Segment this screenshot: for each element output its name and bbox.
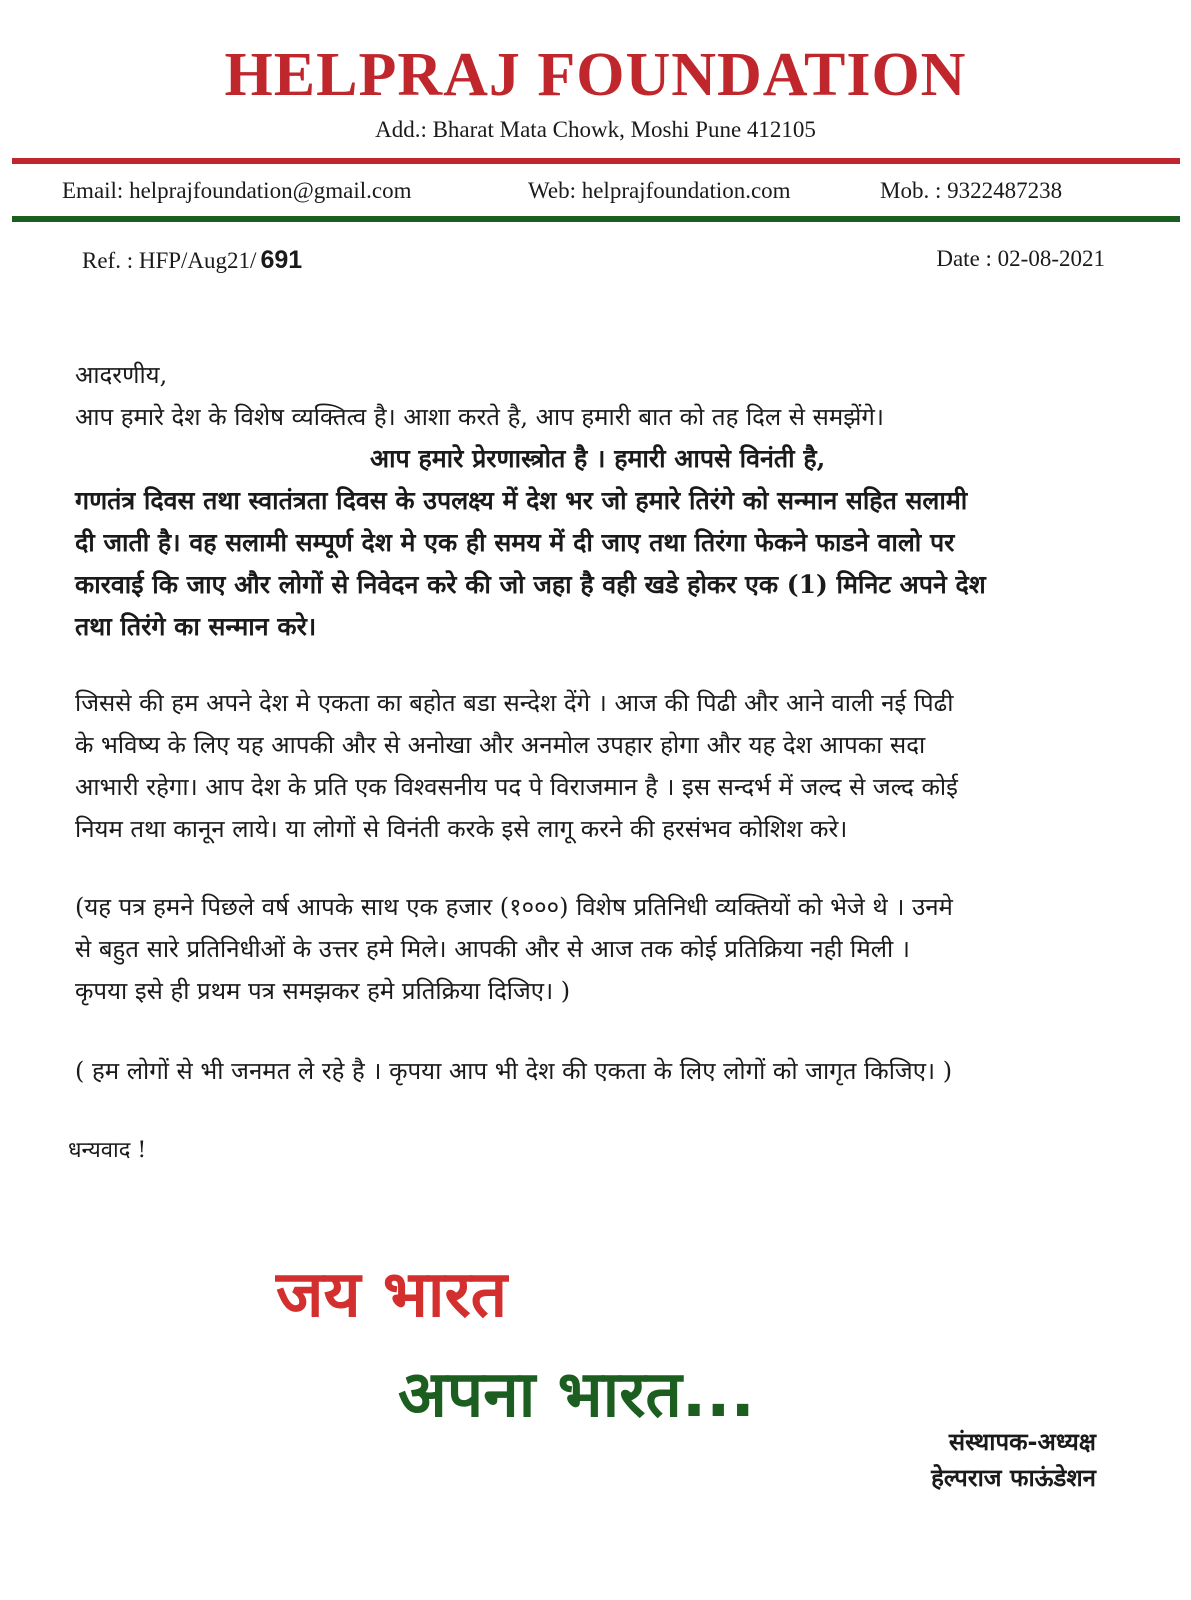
paragraph-line: से बहुत सारे प्रतिनिधीओं के उत्तर हमे मिले। आपकी और से आज तक कोई प्रतिक्रिया नही मिली । [75,935,910,963]
reference-prefix: Ref. : HFP/Aug21/ [82,248,257,273]
highlight-heading: आप हमारे प्रेरणास्त्रोत है । हमारी आपसे विनंती है, [370,444,826,473]
slogan-apna-bharat: अपना भारत... [398,1358,755,1432]
salutation: आदरणीय, [75,361,168,389]
paragraph-line: जिससे की हम अपने देश मे एकता का बहोत बडा सन्देश देंगे । आज की पिढी और आने वाली नई पिढी [75,689,954,717]
contact-website: Web: helprajfoundation.com [528,178,791,203]
paragraph-4: ( हम लोगों से भी जनमत ले रहे है । कृपया आप भी देश की एकता के लिए लोगों को जागृत किजिए। ) [75,1057,953,1085]
paragraph-3 [75,886,1107,1012]
paragraph-line: आभारी रहेगा। आप देश के प्रति एक विश्वसनीय पद पे विराजमान है । इस सन्दर्भ में जल्द से जल्द कोई [75,773,958,801]
signatory-title: संस्थापक-अध्यक्ष [948,1428,1096,1456]
contact-mobile: Mob. : 9322487238 [880,178,1063,203]
paragraph-line: कृपया इसे ही प्रथम पत्र समझकर हमे प्रतिक्रिया दिजिए। ) [75,977,571,1005]
reference-number: 691 [260,246,303,274]
highlight-line: दी जाती है। वह सलामी सम्पूर्ण देश मे एक ही समय में दी जाए तथा तिरंगा फेकने फाडने वालो पर [75,528,955,557]
highlight-line: गणतंत्र दिवस तथा स्वातंत्रता दिवस के उपलक्ष्य में देश भर जो हमारे तिरंगे को सन्मान सहित सलामी [75,486,968,515]
highlight-paragraph [75,480,1107,648]
organization-address: Add.: Bharat Mata Chowk, Moshi Pune 412105 [375,117,816,142]
closing-thanks: धन्यवाद ! [68,1138,147,1163]
organization-name: HELPRAJ FOUNDATION [224,41,967,109]
header-divider-red [12,158,1180,164]
paragraph-line: के भविष्य के लिए यह आपकी और से अनोखा और अनमोल उपहार होगा और यह देश आपका सदा [75,731,926,759]
signatory-organization: हेल्पराज फाऊंडेशन [931,1464,1096,1492]
reference-line [82,246,302,275]
paragraph-line: (यह पत्र हमने पिछले वर्ष आपके साथ एक हजार (१०००) विशेष प्रतिनिधी व्यक्तियों को भेजे थे । उनमे [75,893,953,921]
contact-email: Email: helprajfoundation@gmail.com [62,178,412,203]
paragraph-2 [75,682,1107,850]
paragraph-line: नियम तथा कानून लाये। या लोगों से विनंती करके इसे लागू करने की हरसंभव कोशिश करे। [75,815,848,843]
letter-date: Date : 02-08-2021 [936,246,1105,271]
header-divider-green [12,216,1180,222]
highlight-line: कारवाई कि जाए और लोगों से निवेदन करे की जो जहा है वही खडे होकर एक (1) मिनिट अपने देश [75,570,986,599]
slogan-jai-bharat: जय भारत [276,1258,508,1332]
intro-paragraph: आप हमारे देश के विशेष व्यक्तित्व है। आशा करते है, आप हमारी बात को तह दिल से समझेंगे। [75,403,884,431]
highlight-line: तथा तिरंगे का सन्मान करे। [75,612,317,641]
